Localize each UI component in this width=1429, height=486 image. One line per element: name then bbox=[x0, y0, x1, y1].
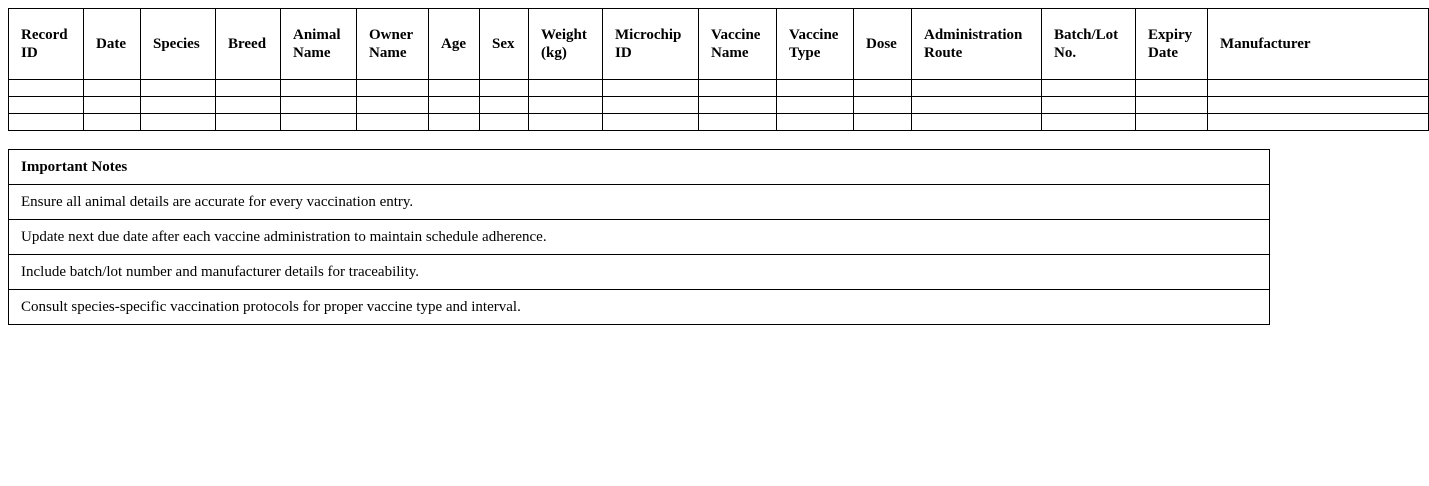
table-cell[interactable] bbox=[357, 114, 429, 131]
table-cell[interactable] bbox=[357, 97, 429, 114]
vaccination-log-table bbox=[8, 8, 1429, 131]
table-cell[interactable] bbox=[429, 114, 480, 131]
column-header-administration-route: Administration Route bbox=[912, 9, 1042, 80]
table-row bbox=[9, 97, 1429, 114]
table-cell[interactable] bbox=[84, 80, 141, 97]
table-cell[interactable] bbox=[854, 97, 912, 114]
notes-row bbox=[9, 220, 1270, 255]
notes-title-row bbox=[9, 150, 1270, 185]
table-cell[interactable] bbox=[480, 114, 529, 131]
table-cell[interactable] bbox=[1136, 114, 1208, 131]
table-cell[interactable] bbox=[357, 80, 429, 97]
table-row bbox=[9, 80, 1429, 97]
table-cell[interactable] bbox=[854, 80, 912, 97]
table-cell[interactable] bbox=[9, 97, 84, 114]
table-cell[interactable] bbox=[603, 114, 699, 131]
table-cell[interactable] bbox=[1208, 80, 1429, 97]
column-header-batch-lot-no: Batch/Lot No. bbox=[1042, 9, 1136, 80]
table-cell[interactable] bbox=[281, 80, 357, 97]
table-cell[interactable] bbox=[699, 114, 777, 131]
column-header-age: Age bbox=[429, 9, 480, 80]
table-cell[interactable] bbox=[777, 80, 854, 97]
note-item: Update next due date after each vaccine administration to maintain schedule adherence. bbox=[9, 220, 1270, 255]
column-header-date: Date bbox=[84, 9, 141, 80]
column-header-expiry-date: Expiry Date bbox=[1136, 9, 1208, 80]
table-cell[interactable] bbox=[84, 97, 141, 114]
column-header-vaccine-type: Vaccine Type bbox=[777, 9, 854, 80]
notes-row bbox=[9, 290, 1270, 325]
table-cell[interactable] bbox=[429, 80, 480, 97]
table-cell[interactable] bbox=[141, 80, 216, 97]
column-header-owner-name: Owner Name bbox=[357, 9, 429, 80]
table-cell[interactable] bbox=[216, 97, 281, 114]
table-cell[interactable] bbox=[480, 97, 529, 114]
column-header-breed: Breed bbox=[216, 9, 281, 80]
column-header-record-id: Record ID bbox=[9, 9, 84, 80]
table-cell[interactable] bbox=[429, 97, 480, 114]
table-cell[interactable] bbox=[1208, 97, 1429, 114]
note-item: Include batch/lot number and manufacturer details for traceability. bbox=[9, 255, 1270, 290]
table-cell[interactable] bbox=[216, 114, 281, 131]
table-cell[interactable] bbox=[912, 114, 1042, 131]
table-cell[interactable] bbox=[9, 114, 84, 131]
header-row bbox=[9, 9, 1429, 80]
table-cell[interactable] bbox=[603, 80, 699, 97]
table-cell[interactable] bbox=[1042, 97, 1136, 114]
note-item: Consult species-specific vaccination protocols for proper vaccine type and interval. bbox=[9, 290, 1270, 325]
table-body bbox=[9, 80, 1429, 131]
table-cell[interactable] bbox=[529, 114, 603, 131]
table-cell[interactable] bbox=[699, 80, 777, 97]
notes-title: Important Notes bbox=[9, 150, 1270, 185]
table-cell[interactable] bbox=[777, 114, 854, 131]
table-cell[interactable] bbox=[281, 114, 357, 131]
notes-row bbox=[9, 255, 1270, 290]
table-cell[interactable] bbox=[1208, 114, 1429, 131]
column-header-weight: Weight (kg) bbox=[529, 9, 603, 80]
vaccination-log-table-wrapper bbox=[8, 8, 1311, 131]
table-cell[interactable] bbox=[529, 97, 603, 114]
table-cell[interactable] bbox=[1042, 80, 1136, 97]
column-header-manufacturer: Manufacturer bbox=[1208, 9, 1429, 80]
table-cell[interactable] bbox=[912, 97, 1042, 114]
column-header-dose: Dose bbox=[854, 9, 912, 80]
table-cell[interactable] bbox=[141, 114, 216, 131]
table-cell[interactable] bbox=[699, 97, 777, 114]
table-cell[interactable] bbox=[480, 80, 529, 97]
column-header-microchip-id: Microchip ID bbox=[603, 9, 699, 80]
column-header-sex: Sex bbox=[480, 9, 529, 80]
table-cell[interactable] bbox=[1136, 97, 1208, 114]
table-cell[interactable] bbox=[912, 80, 1042, 97]
table-row bbox=[9, 114, 1429, 131]
table-cell[interactable] bbox=[281, 97, 357, 114]
notes-row bbox=[9, 185, 1270, 220]
note-item: Ensure all animal details are accurate for every vaccination entry. bbox=[9, 185, 1270, 220]
table-cell[interactable] bbox=[777, 97, 854, 114]
table-cell[interactable] bbox=[9, 80, 84, 97]
table-cell[interactable] bbox=[603, 97, 699, 114]
table-cell[interactable] bbox=[1136, 80, 1208, 97]
table-cell[interactable] bbox=[216, 80, 281, 97]
table-cell[interactable] bbox=[141, 97, 216, 114]
table-cell[interactable] bbox=[84, 114, 141, 131]
table-cell[interactable] bbox=[854, 114, 912, 131]
table-cell[interactable] bbox=[1042, 114, 1136, 131]
column-header-animal-name: Animal Name bbox=[281, 9, 357, 80]
important-notes-table bbox=[8, 149, 1270, 325]
table-cell[interactable] bbox=[529, 80, 603, 97]
column-header-vaccine-name: Vaccine Name bbox=[699, 9, 777, 80]
column-header-species: Species bbox=[141, 9, 216, 80]
